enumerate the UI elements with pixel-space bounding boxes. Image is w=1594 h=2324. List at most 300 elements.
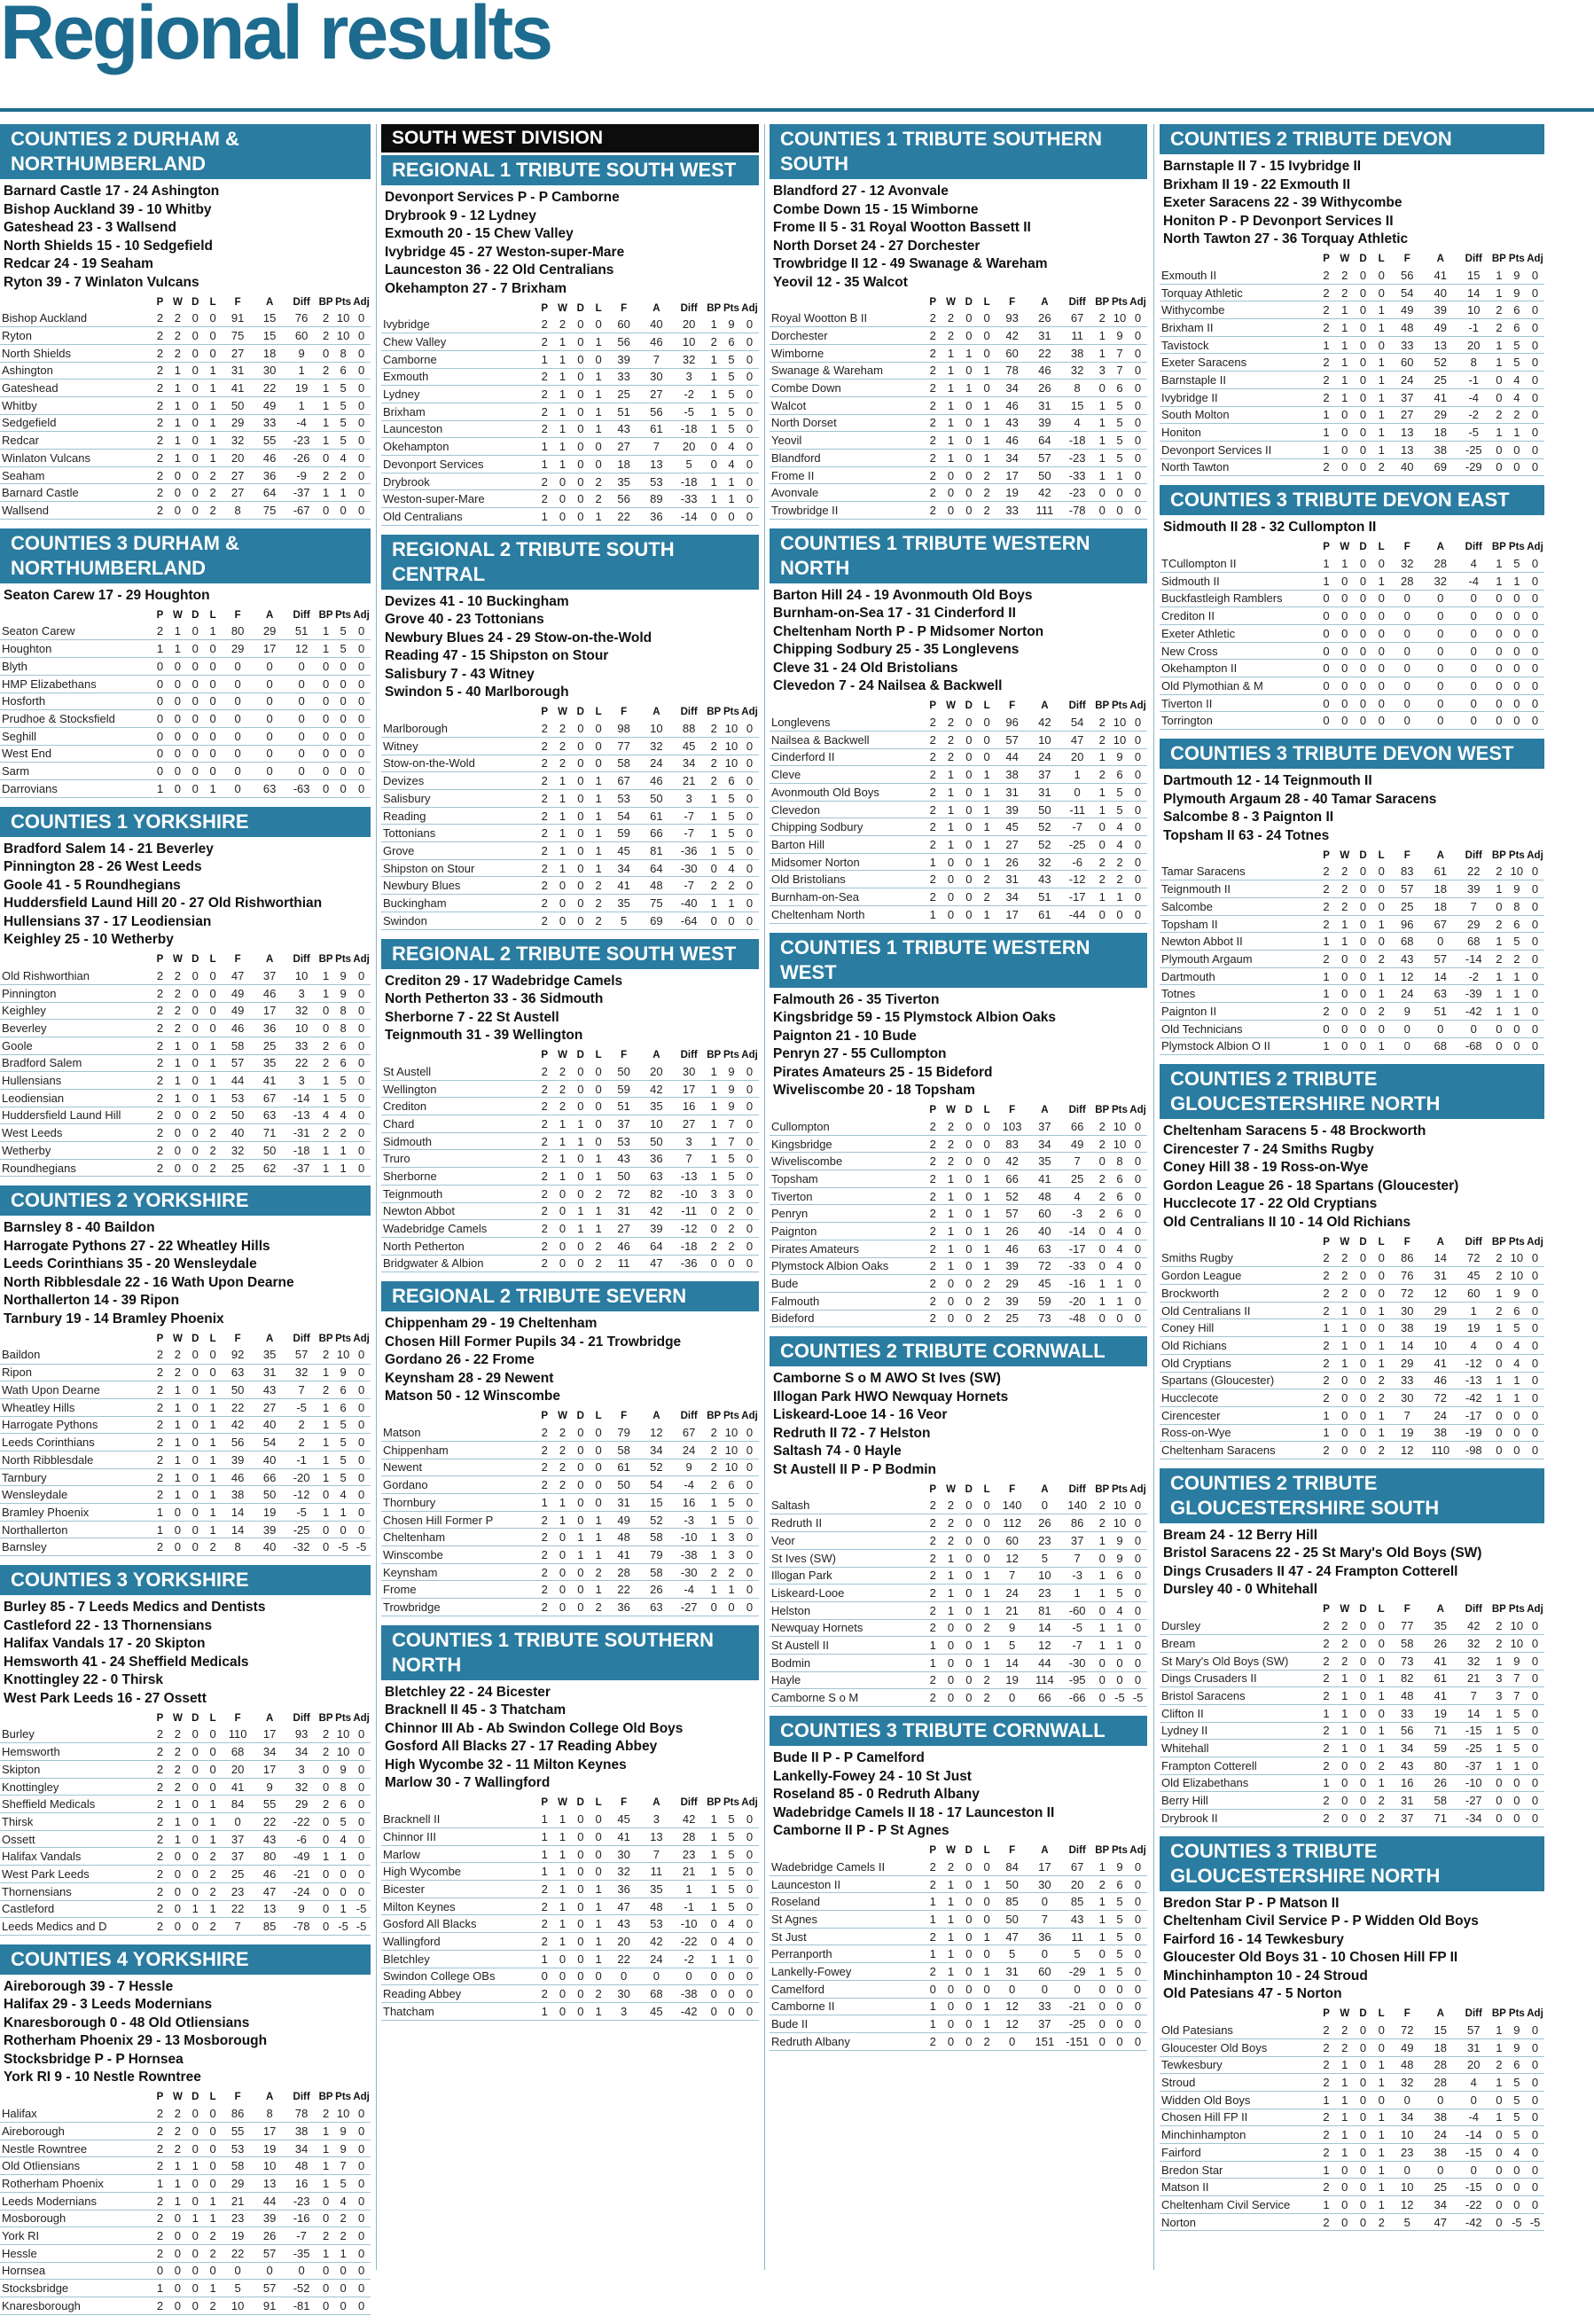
column-header: D	[191, 1712, 199, 1724]
stat-cell: 0	[1335, 590, 1354, 607]
stat-cell: 0	[152, 763, 169, 780]
stat-cell: 2	[1317, 458, 1336, 476]
stat-cell: 1	[317, 1434, 334, 1452]
column-header: A	[1436, 542, 1444, 553]
stat-cell: 1	[553, 1933, 571, 1951]
stat-cell: 10	[334, 1346, 352, 1364]
stat-cell: 2	[152, 1882, 169, 1900]
stat-cell: 21	[1457, 1670, 1490, 1687]
league-title: COUNTIES 3 YORKSHIRE	[0, 1565, 371, 1595]
league-title: COUNTIES 2 DURHAM & NORTHUMBERLAND	[0, 124, 371, 179]
table-row	[1160, 2091, 1544, 2109]
stat-cell: 2	[1094, 1205, 1111, 1223]
stat-cell: 0	[996, 1689, 1028, 1707]
stat-cell: 34	[996, 888, 1028, 906]
league-section	[1160, 1064, 1544, 1459]
stat-cell: 0	[572, 1168, 590, 1185]
stat-cell: 0	[1354, 951, 1372, 968]
stat-cell: 49	[1391, 301, 1424, 319]
stat-cell: 22	[222, 1900, 254, 1918]
stat-cell: 31	[1391, 1792, 1424, 1810]
column-header: D	[576, 1050, 584, 1060]
column-header: F	[1403, 254, 1410, 264]
stat-cell: 0	[572, 877, 590, 895]
table-row	[0, 1054, 371, 1072]
stat-cell: 1	[285, 362, 317, 380]
team-name: Shipston on Stour	[381, 859, 535, 877]
stat-cell: 1	[1508, 1757, 1526, 1774]
stat-cell: 0	[960, 1205, 978, 1223]
stat-cell: 1	[590, 368, 607, 386]
stat-cell: 25	[1424, 372, 1457, 389]
stat-cell: 0	[168, 727, 186, 745]
stat-cell: 0	[942, 905, 959, 923]
stat-cell: 0	[590, 1098, 607, 1115]
stat-cell: -21	[1061, 1998, 1094, 2015]
stat-cell: 0	[1354, 2109, 1372, 2126]
stat-cell: 10	[1391, 2179, 1424, 2196]
table-row	[770, 502, 1147, 520]
stat-cell: 0	[572, 456, 590, 473]
stat-cell: 0	[204, 1778, 222, 1796]
stat-cell: 0	[740, 1933, 759, 1951]
stat-cell: 52	[640, 1511, 673, 1529]
stat-cell: 2	[535, 368, 553, 386]
result-line: Liskeard-Looe 14 - 16 Veor	[773, 1407, 948, 1423]
stat-cell: 0	[1526, 1635, 1544, 1653]
stat-cell: 35	[607, 473, 640, 490]
stat-cell: 1	[204, 622, 222, 640]
stat-cell: 0	[960, 748, 978, 766]
stat-cell: 0	[960, 1585, 978, 1602]
stat-cell: 0	[168, 1882, 186, 1900]
stat-cell: 20	[222, 1761, 254, 1779]
stat-cell: 0	[1372, 880, 1391, 898]
stat-cell: 0	[317, 763, 334, 780]
stat-cell: 0	[1094, 1980, 1111, 1998]
stat-cell: 0	[1354, 319, 1372, 337]
result-line: West Park Leeds 16 - 27 Ossett	[4, 1690, 207, 1706]
stat-cell: 2	[152, 1866, 169, 1883]
stat-cell: 1	[1372, 2109, 1391, 2126]
stat-cell: 1	[1335, 2126, 1354, 2144]
stat-cell: 22	[222, 2244, 254, 2262]
stat-cell: 0	[1526, 2161, 1544, 2179]
stat-cell: 1	[1317, 2161, 1336, 2179]
stat-cell: 58	[1424, 1792, 1457, 1810]
column-header: A	[1041, 296, 1049, 308]
stat-cell: 1	[553, 1845, 571, 1863]
stat-cell: 0	[706, 2002, 723, 2020]
stat-cell: 1	[706, 1863, 723, 1881]
stat-cell: 0	[352, 2140, 371, 2157]
stat-cell: 2	[152, 1434, 169, 1452]
stat-cell: 0	[1111, 1998, 1129, 2015]
column-header: Diff	[1465, 2008, 1482, 2020]
stat-cell: -24	[285, 1882, 317, 1900]
results-list	[1160, 1895, 1544, 2004]
stat-cell: 8	[334, 1002, 352, 1020]
stat-cell: 23	[1391, 2144, 1424, 2162]
stat-cell: 0	[285, 675, 317, 693]
stat-cell: 0	[942, 466, 959, 484]
team-name: Thornensians	[0, 1882, 152, 1900]
table-row	[0, 1381, 371, 1399]
column-header: F	[621, 1797, 628, 1809]
column-header: D	[191, 2092, 199, 2103]
team-name: Helston	[770, 1601, 924, 1619]
team-name: Brockworth	[1160, 1285, 1317, 1303]
results-list	[1160, 1123, 1544, 1232]
stat-cell: 0	[317, 779, 334, 797]
stat-cell: 0	[317, 2262, 334, 2280]
column-header: Pts	[335, 954, 352, 966]
stat-cell: 1	[978, 1257, 996, 1275]
table-row	[770, 466, 1147, 484]
stat-cell: 1	[317, 2244, 334, 2262]
table-row	[1160, 1037, 1544, 1055]
stat-cell: 10	[285, 967, 317, 985]
stat-cell: 0	[317, 675, 334, 693]
stat-cell: 2	[553, 1424, 571, 1442]
stat-cell: 1	[960, 380, 978, 397]
table-row	[0, 1486, 371, 1504]
stat-cell: 18	[1424, 424, 1457, 442]
stat-cell: 2	[924, 1223, 942, 1240]
stat-cell: 0	[1317, 625, 1336, 643]
stat-cell: 31	[1028, 784, 1061, 802]
stat-cell: 0	[285, 745, 317, 763]
column-header: P	[541, 707, 549, 718]
stat-cell: 0	[204, 1725, 222, 1743]
stat-cell: 4	[723, 859, 740, 877]
column-header: Pts	[335, 1712, 352, 1724]
stat-cell: 0	[740, 350, 759, 368]
stat-cell: 0	[1354, 2038, 1372, 2056]
stat-cell: 14	[222, 1521, 254, 1538]
stat-cell: 0	[1490, 2126, 1508, 2144]
stat-cell: 1	[317, 984, 334, 1002]
stat-cell: 29	[222, 414, 254, 432]
team-name: Old Centralians	[381, 508, 535, 526]
column-header: BP	[1095, 1845, 1110, 1856]
stat-cell: 0	[1354, 660, 1372, 677]
stat-cell: 0	[186, 2123, 204, 2140]
stat-cell: 0	[978, 1549, 996, 1567]
stat-cell: 0	[1490, 1020, 1508, 1037]
stat-cell: 2	[1317, 1267, 1336, 1285]
stat-cell: 0	[186, 640, 204, 658]
table-row	[0, 2262, 371, 2280]
stat-cell: 57	[1391, 880, 1424, 898]
column-header: A	[265, 296, 274, 308]
team-name: Hucclecote	[1160, 1389, 1317, 1407]
stat-cell: 0	[740, 895, 759, 912]
stat-cell: 0	[1335, 406, 1354, 424]
result-line: Reading 47 - 15 Shipston on Stour	[385, 648, 609, 664]
stat-cell: 0	[186, 1504, 204, 1522]
result-line: Gordano 26 - 22 Frome	[385, 1352, 535, 1368]
stat-cell: 7	[673, 1150, 706, 1168]
team-name: Bishop Auckland	[0, 309, 152, 327]
stat-cell: 0	[352, 675, 371, 693]
stat-cell: 2	[535, 755, 553, 772]
team-name: Launceston	[381, 420, 535, 438]
stat-cell: 0	[1490, 372, 1508, 389]
team-name: Camborne S o M	[770, 1689, 924, 1707]
team-name: Old Cryptians	[1160, 1354, 1317, 1372]
stat-cell: 0	[1317, 677, 1336, 695]
stat-cell: 0	[1372, 1285, 1391, 1303]
stat-cell: 0	[1129, 502, 1147, 520]
team-name: Wimborne	[770, 344, 924, 362]
stat-cell: 1	[978, 1170, 996, 1188]
team-name: Okehampton	[381, 438, 535, 456]
column-header: L	[595, 1050, 602, 1060]
stat-cell: 20	[673, 438, 706, 456]
stat-cell: 0	[1129, 1205, 1147, 1223]
table-row	[770, 853, 1147, 871]
stat-cell: 9	[723, 1080, 740, 1098]
stat-cell: 0	[1490, 2213, 1508, 2231]
stat-cell: 0	[706, 1985, 723, 2003]
stat-cell: 2	[942, 731, 959, 748]
stat-cell: 1	[590, 859, 607, 877]
stat-cell: 16	[673, 1494, 706, 1512]
column-header: F	[234, 954, 241, 966]
stat-cell: 2	[924, 888, 942, 906]
stat-cell: 0	[572, 1098, 590, 1115]
stat-cell: 1	[204, 1452, 222, 1469]
stat-cell: 2	[535, 333, 553, 351]
stat-cell: 0	[740, 1115, 759, 1133]
stat-cell: 2	[168, 1778, 186, 1796]
column-header: A	[1041, 1483, 1049, 1495]
table-row	[381, 403, 759, 420]
stat-cell: 0	[740, 842, 759, 860]
stat-cell: 0	[673, 1968, 706, 1985]
stat-cell: 1	[535, 350, 553, 368]
stat-cell: 4	[1111, 818, 1129, 836]
table-row	[770, 1875, 1147, 1893]
stat-cell: -5	[1061, 1619, 1094, 1637]
stat-cell: 13	[254, 1900, 285, 1918]
league-section	[770, 1716, 1147, 2051]
stat-cell: 79	[640, 1546, 673, 1564]
stat-cell: 0	[1526, 1652, 1544, 1670]
stat-cell: 0	[186, 763, 204, 780]
stat-cell: 3	[285, 984, 317, 1002]
stat-cell: 4	[1457, 2074, 1490, 2092]
stat-cell: 0	[1129, 731, 1147, 748]
table-header-row	[381, 1048, 759, 1063]
column-header: Pts	[723, 1411, 739, 1422]
stat-cell: 49	[1391, 2038, 1424, 2056]
stat-cell: 29	[1457, 915, 1490, 933]
stat-cell: 0	[186, 1054, 204, 1072]
team-name: Barton Hill	[770, 836, 924, 854]
column-header: W	[1340, 1236, 1350, 1248]
stat-cell: 0	[553, 895, 571, 912]
stat-cell: 0	[254, 763, 285, 780]
stat-cell: 2	[978, 888, 996, 906]
stat-cell: 0	[1354, 1249, 1372, 1267]
column-header: L	[983, 1845, 990, 1856]
result-line: Castleford 22 - 13 Thornensians	[4, 1617, 213, 1633]
stat-cell: 0	[942, 502, 959, 520]
stat-cell: 0	[960, 2015, 978, 2033]
stat-cell: 0	[186, 1778, 204, 1796]
stat-cell: 0	[590, 1494, 607, 1512]
stat-cell: 0	[1354, 1722, 1372, 1740]
stat-cell: 93	[996, 309, 1028, 327]
team-name: Paignton	[770, 1223, 924, 1240]
stat-cell: 2	[924, 1585, 942, 1602]
stat-cell: 2	[317, 327, 334, 345]
results-list	[1160, 158, 1544, 249]
stat-cell: 45	[996, 818, 1028, 836]
stat-cell: 0	[1129, 1601, 1147, 1619]
stat-cell: 1	[706, 1529, 723, 1546]
stat-cell: 0	[1490, 1442, 1508, 1459]
stat-cell: 0	[1490, 458, 1508, 476]
stat-cell: 2	[334, 2210, 352, 2227]
stat-cell: 56	[607, 490, 640, 508]
column-header: Diff	[293, 1712, 310, 1724]
stat-cell: 1	[1490, 1389, 1508, 1407]
team-name: Mosborough	[0, 2210, 152, 2227]
table-row	[381, 473, 759, 490]
stat-cell: 2	[535, 1881, 553, 1898]
stat-cell: 0	[1526, 319, 1544, 337]
stat-cell: 0	[317, 2192, 334, 2210]
stat-cell: 9	[1508, 1652, 1526, 1670]
stat-cell: 2	[152, 1796, 169, 1813]
stat-cell: 10	[640, 720, 673, 738]
team-name: Gordano	[381, 1476, 535, 1494]
stat-cell: 18	[607, 456, 640, 473]
stat-cell: -22	[673, 1933, 706, 1951]
stat-cell: 0	[1335, 967, 1354, 985]
stat-cell: 0	[590, 316, 607, 333]
stat-cell: 26	[1424, 1635, 1457, 1653]
stat-cell: 0	[352, 1020, 371, 1037]
stat-cell: 28	[1424, 2056, 1457, 2074]
stat-cell: 0	[1372, 1267, 1391, 1285]
stat-cell: 1	[1111, 466, 1129, 484]
column-header: L	[1378, 849, 1385, 861]
stat-cell: 0	[1129, 784, 1147, 802]
stat-cell: 2	[535, 1168, 553, 1185]
stat-cell: 0	[1354, 267, 1372, 285]
stat-cell: 0	[740, 1529, 759, 1546]
stat-cell: 1	[1372, 1337, 1391, 1355]
stat-cell: 0	[222, 745, 254, 763]
team-name: Newton Abbot II	[1160, 933, 1317, 951]
stat-cell: 1	[590, 1881, 607, 1898]
column-header: F	[1403, 1236, 1410, 1248]
stat-cell: 1	[1490, 985, 1508, 1003]
stat-cell: 0	[1354, 863, 1372, 880]
stat-cell: 40	[640, 316, 673, 333]
stat-cell: 0	[1129, 466, 1147, 484]
stat-cell: 0	[1354, 1267, 1372, 1285]
stat-cell: 0	[1129, 1858, 1147, 1876]
table-row	[0, 1434, 371, 1452]
stat-cell: 68	[1424, 1037, 1457, 1055]
stat-cell: 4	[1111, 836, 1129, 854]
column-header: BP	[318, 1333, 333, 1344]
stat-cell: 0	[317, 1761, 334, 1779]
stat-cell: 31	[996, 784, 1028, 802]
stat-cell: 0	[1490, 1792, 1508, 1810]
stat-cell: 0	[572, 737, 590, 755]
league-section	[770, 1336, 1147, 1707]
stat-cell: 58	[607, 755, 640, 772]
stat-cell: 1	[924, 905, 942, 923]
team-column-header	[381, 1409, 535, 1424]
stat-cell: 0	[1490, 1406, 1508, 1424]
stat-cell: 0	[1335, 625, 1354, 643]
stat-cell: 0	[572, 403, 590, 420]
team-name: Tavistock	[1160, 336, 1317, 354]
team-name: Torquay Athletic	[1160, 284, 1317, 301]
column-header: P	[929, 700, 937, 712]
stat-cell: 0	[942, 1998, 959, 2015]
table-row	[770, 801, 1147, 818]
stat-cell: 46	[1028, 362, 1061, 380]
table-row	[770, 1893, 1147, 1911]
results-list	[1160, 772, 1544, 845]
stat-cell: 5	[334, 1434, 352, 1452]
stat-cell: 2	[168, 1364, 186, 1381]
league-table	[1160, 252, 1544, 477]
stat-cell: 2	[924, 1514, 942, 1532]
column-header: Adj	[1527, 849, 1543, 861]
stat-cell: 0	[317, 693, 334, 710]
table-row	[0, 362, 371, 380]
stat-cell: 38	[222, 1486, 254, 1504]
table-row	[770, 484, 1147, 502]
stat-cell: 1	[168, 1486, 186, 1504]
stat-cell: 0	[1424, 712, 1457, 730]
result-line: Coney Hill 38 - 19 Ross-on-Wye	[1163, 1160, 1369, 1176]
stat-cell: 2	[535, 1581, 553, 1599]
stat-cell: 61	[1424, 863, 1457, 880]
stat-cell: 38	[1424, 2109, 1457, 2126]
stat-cell: 6	[1508, 915, 1526, 933]
stat-cell: 0	[1129, 853, 1147, 871]
stat-cell: 112	[996, 1514, 1028, 1532]
results-list	[1160, 519, 1544, 537]
stat-cell: 2	[590, 1563, 607, 1581]
column-header: BP	[1491, 254, 1506, 264]
stat-cell: 2	[1335, 1267, 1354, 1285]
stat-cell: 2	[1490, 2056, 1508, 2074]
stat-cell: 2	[942, 748, 959, 766]
team-name: Drybrook II	[1160, 1810, 1317, 1827]
stat-cell: 1	[590, 1546, 607, 1564]
stat-cell: 0	[352, 450, 371, 467]
stat-cell: 5	[1061, 1945, 1094, 1963]
stat-cell: 60	[1028, 1963, 1061, 1981]
stat-cell: -95	[1061, 1671, 1094, 1689]
stat-cell: 84	[222, 1796, 254, 1813]
stat-cell: 0	[1094, 905, 1111, 923]
team-name: North Dorset	[770, 414, 924, 432]
stat-cell: 0	[168, 466, 186, 484]
table-row	[0, 2297, 371, 2314]
